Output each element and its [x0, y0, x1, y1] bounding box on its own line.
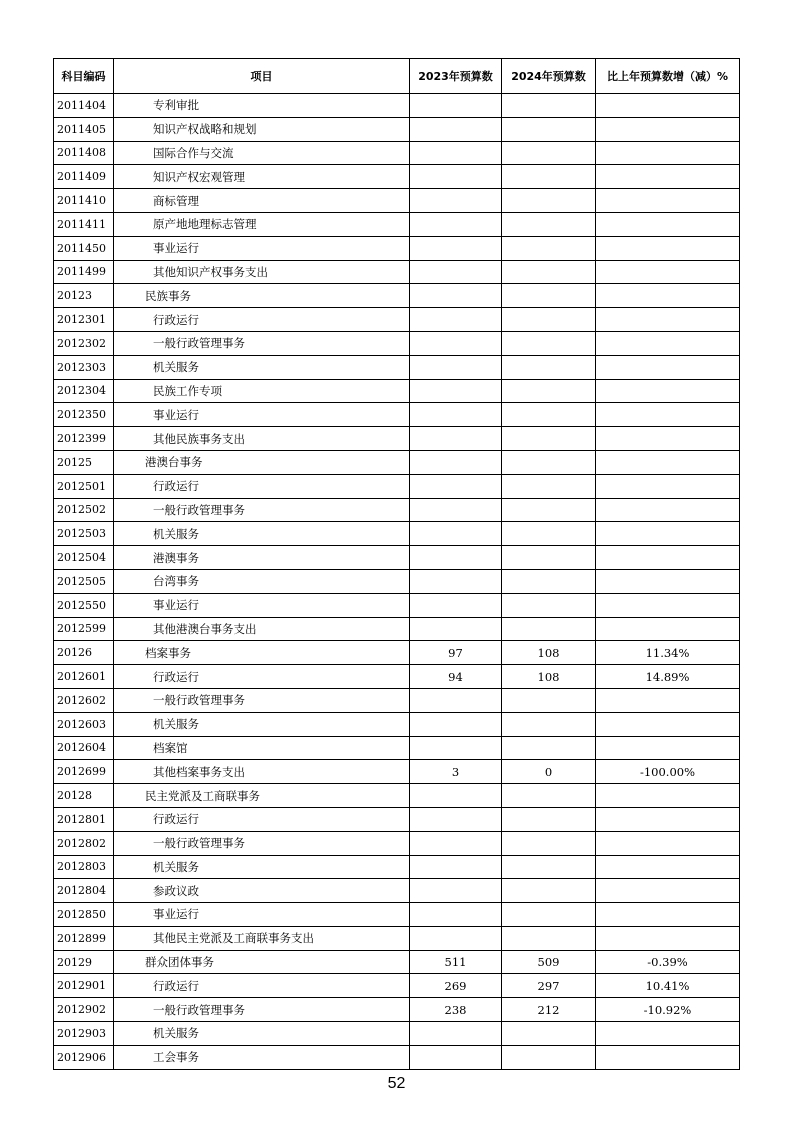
- item-label: 行政运行: [153, 479, 199, 494]
- item-label: 机关服务: [153, 1026, 199, 1041]
- table-row: [54, 879, 740, 903]
- item-cell: [114, 784, 410, 808]
- table-row: [54, 998, 740, 1022]
- budget-2023-cell: [410, 236, 502, 260]
- item-label: 知识产权宏观管理: [153, 169, 245, 184]
- code-cell: 2011450: [54, 236, 114, 260]
- item-cell: [114, 1022, 410, 1046]
- budget-2024-cell: [502, 903, 596, 927]
- item-label: 一般行政管理事务: [153, 836, 245, 851]
- change-percent-cell: [596, 903, 740, 927]
- budget-2024-cell: [502, 831, 596, 855]
- code-cell: 20129: [54, 950, 114, 974]
- change-percent-cell: [596, 117, 740, 141]
- item-cell: [114, 284, 410, 308]
- budget-2023-cell: [410, 117, 502, 141]
- budget-2023-cell: [410, 522, 502, 546]
- code-cell: 2012804: [54, 879, 114, 903]
- table-row: [54, 736, 740, 760]
- table-row: [54, 94, 740, 118]
- budget-2024-cell: [502, 1045, 596, 1069]
- code-cell: 2011499: [54, 260, 114, 284]
- item-label: 一般行政管理事务: [153, 502, 245, 517]
- item-cell: [114, 593, 410, 617]
- table-row: [54, 331, 740, 355]
- change-percent-cell: [596, 141, 740, 165]
- table-row: [54, 1045, 740, 1069]
- change-percent-cell: [596, 498, 740, 522]
- table-row: [54, 308, 740, 332]
- budget-2024-cell: [502, 260, 596, 284]
- change-percent-cell: [596, 712, 740, 736]
- table-row: [54, 284, 740, 308]
- item-cell: [114, 855, 410, 879]
- code-cell: 2012601: [54, 665, 114, 689]
- change-percent-cell: 14.89%: [596, 665, 740, 689]
- budget-2023-cell: [410, 379, 502, 403]
- code-cell: 2012902: [54, 998, 114, 1022]
- budget-2024-cell: [502, 141, 596, 165]
- change-percent-cell: [596, 593, 740, 617]
- code-cell: 2011405: [54, 117, 114, 141]
- change-percent-cell: [596, 308, 740, 332]
- code-cell: 2012802: [54, 831, 114, 855]
- item-cell: [114, 403, 410, 427]
- item-label: 事业运行: [153, 598, 199, 613]
- item-cell: [114, 926, 410, 950]
- table-row: [54, 450, 740, 474]
- item-label: 其他档案事务支出: [153, 764, 245, 779]
- item-label: 国际合作与交流: [153, 145, 234, 160]
- table-row: [54, 974, 740, 998]
- item-label: 港澳台事务: [145, 455, 203, 470]
- table-row: [54, 665, 740, 689]
- item-label: 行政运行: [153, 812, 199, 827]
- budget-2023-cell: [410, 260, 502, 284]
- budget-2024-cell: [502, 855, 596, 879]
- table-row: [54, 950, 740, 974]
- budget-2024-cell: [502, 474, 596, 498]
- item-cell: [114, 712, 410, 736]
- table-body: [54, 94, 740, 1070]
- item-cell: [114, 807, 410, 831]
- budget-2024-cell: [502, 165, 596, 189]
- budget-2024-cell: [502, 427, 596, 451]
- budget-2024-cell: [502, 569, 596, 593]
- table-row: [54, 807, 740, 831]
- item-label: 群众团体事务: [145, 955, 214, 970]
- item-cell: [114, 474, 410, 498]
- code-cell: 2012503: [54, 522, 114, 546]
- item-label: 原产地地理标志管理: [153, 217, 257, 232]
- item-cell: [114, 546, 410, 570]
- change-percent-cell: [596, 331, 740, 355]
- code-cell: 20125: [54, 450, 114, 474]
- budget-2024-cell: [502, 403, 596, 427]
- change-percent-cell: [596, 474, 740, 498]
- table-row: [54, 522, 740, 546]
- budget-2023-cell: [410, 784, 502, 808]
- code-cell: 2012501: [54, 474, 114, 498]
- change-percent-cell: [596, 522, 740, 546]
- budget-2024-cell: [502, 450, 596, 474]
- header-change-percent: 比上年预算数增（减）%: [596, 59, 740, 94]
- budget-2023-cell: [410, 498, 502, 522]
- budget-2024-cell: 509: [502, 950, 596, 974]
- budget-2023-cell: [410, 474, 502, 498]
- change-percent-cell: [596, 94, 740, 118]
- change-percent-cell: -10.92%: [596, 998, 740, 1022]
- code-cell: 2012803: [54, 855, 114, 879]
- change-percent-cell: [596, 807, 740, 831]
- code-cell: 2012903: [54, 1022, 114, 1046]
- item-label: 行政运行: [153, 312, 199, 327]
- item-label: 民主党派及工商联事务: [145, 788, 260, 803]
- code-cell: 2012399: [54, 427, 114, 451]
- item-cell: [114, 831, 410, 855]
- budget-2024-cell: [502, 784, 596, 808]
- change-percent-cell: -100.00%: [596, 760, 740, 784]
- item-label: 机关服务: [153, 859, 199, 874]
- item-label: 机关服务: [153, 526, 199, 541]
- table-row: [54, 165, 740, 189]
- item-label: 台湾事务: [153, 574, 199, 589]
- code-cell: 2011404: [54, 94, 114, 118]
- table-row: [54, 189, 740, 213]
- item-cell: [114, 189, 410, 213]
- budget-table-container: [53, 58, 739, 1070]
- budget-2024-cell: [502, 522, 596, 546]
- budget-2024-cell: 108: [502, 665, 596, 689]
- code-cell: 2012599: [54, 617, 114, 641]
- table-row: [54, 117, 740, 141]
- item-cell: [114, 308, 410, 332]
- code-cell: 2012699: [54, 760, 114, 784]
- table-row: [54, 355, 740, 379]
- budget-2024-cell: 0: [502, 760, 596, 784]
- item-label: 参政议政: [153, 883, 199, 898]
- budget-2024-cell: [502, 926, 596, 950]
- budget-2023-cell: [410, 1045, 502, 1069]
- change-percent-cell: [596, 617, 740, 641]
- change-percent-cell: [596, 688, 740, 712]
- budget-2024-cell: [502, 498, 596, 522]
- item-label: 民族工作专项: [153, 383, 222, 398]
- change-percent-cell: [596, 189, 740, 213]
- item-label: 行政运行: [153, 978, 199, 993]
- table-row: [54, 593, 740, 617]
- change-percent-cell: [596, 855, 740, 879]
- code-cell: 2012603: [54, 712, 114, 736]
- table-row: [54, 141, 740, 165]
- header-2024-budget: 2024年预算数: [502, 59, 596, 94]
- budget-2024-cell: [502, 688, 596, 712]
- table-row: [54, 617, 740, 641]
- change-percent-cell: [596, 546, 740, 570]
- code-cell: 2012901: [54, 974, 114, 998]
- code-cell: 2012850: [54, 903, 114, 927]
- change-percent-cell: [596, 403, 740, 427]
- change-percent-cell: [596, 165, 740, 189]
- budget-2023-cell: [410, 355, 502, 379]
- item-label: 事业运行: [153, 407, 199, 422]
- table-row: [54, 260, 740, 284]
- budget-2024-cell: [502, 212, 596, 236]
- budget-2023-cell: [410, 593, 502, 617]
- budget-2023-cell: [410, 926, 502, 950]
- code-cell: 2011411: [54, 212, 114, 236]
- item-cell: [114, 355, 410, 379]
- change-percent-cell: [596, 831, 740, 855]
- item-label: 行政运行: [153, 669, 199, 684]
- change-percent-cell: 10.41%: [596, 974, 740, 998]
- budget-2023-cell: [410, 141, 502, 165]
- code-cell: 20128: [54, 784, 114, 808]
- table-row: [54, 760, 740, 784]
- budget-2024-cell: [502, 546, 596, 570]
- item-cell: [114, 1045, 410, 1069]
- budget-2024-cell: [502, 1022, 596, 1046]
- budget-2023-cell: 511: [410, 950, 502, 974]
- item-cell: [114, 427, 410, 451]
- item-cell: [114, 141, 410, 165]
- change-percent-cell: [596, 212, 740, 236]
- code-cell: 2011410: [54, 189, 114, 213]
- budget-2023-cell: [410, 331, 502, 355]
- budget-2024-cell: [502, 712, 596, 736]
- change-percent-cell: [596, 736, 740, 760]
- item-cell: [114, 974, 410, 998]
- budget-2024-cell: [502, 593, 596, 617]
- item-label: 一般行政管理事务: [153, 336, 245, 351]
- code-cell: 2011408: [54, 141, 114, 165]
- table-row: [54, 474, 740, 498]
- budget-2023-cell: [410, 546, 502, 570]
- change-percent-cell: [596, 427, 740, 451]
- code-cell: 2012505: [54, 569, 114, 593]
- budget-2023-cell: [410, 1022, 502, 1046]
- item-cell: [114, 165, 410, 189]
- code-cell: 2012350: [54, 403, 114, 427]
- budget-2023-cell: [410, 855, 502, 879]
- budget-2023-cell: [410, 831, 502, 855]
- code-cell: 2012301: [54, 308, 114, 332]
- budget-2024-cell: 108: [502, 641, 596, 665]
- budget-2024-cell: [502, 331, 596, 355]
- change-percent-cell: [596, 355, 740, 379]
- budget-2023-cell: [410, 569, 502, 593]
- item-label: 事业运行: [153, 241, 199, 256]
- code-cell: 2012302: [54, 331, 114, 355]
- budget-2023-cell: [410, 165, 502, 189]
- item-label: 一般行政管理事务: [153, 693, 245, 708]
- item-cell: [114, 450, 410, 474]
- change-percent-cell: [596, 1022, 740, 1046]
- item-cell: [114, 379, 410, 403]
- change-percent-cell: 11.34%: [596, 641, 740, 665]
- budget-2024-cell: 212: [502, 998, 596, 1022]
- item-label: 其他港澳台事务支出: [153, 621, 257, 636]
- item-label: 其他民族事务支出: [153, 431, 245, 446]
- budget-2023-cell: [410, 903, 502, 927]
- budget-2023-cell: 3: [410, 760, 502, 784]
- budget-2024-cell: [502, 284, 596, 308]
- budget-2023-cell: [410, 450, 502, 474]
- table-row: [54, 569, 740, 593]
- budget-2023-cell: [410, 427, 502, 451]
- item-cell: [114, 665, 410, 689]
- code-cell: 2012602: [54, 688, 114, 712]
- budget-2023-cell: [410, 284, 502, 308]
- table-row: [54, 926, 740, 950]
- change-percent-cell: -0.39%: [596, 950, 740, 974]
- budget-2024-cell: [502, 117, 596, 141]
- change-percent-cell: [596, 450, 740, 474]
- item-cell: [114, 641, 410, 665]
- change-percent-cell: [596, 879, 740, 903]
- page-number: 52: [387, 1075, 406, 1092]
- table-header-row: [54, 59, 740, 94]
- table-row: [54, 236, 740, 260]
- table-row: [54, 427, 740, 451]
- item-label: 档案事务: [145, 645, 191, 660]
- table-row: [54, 688, 740, 712]
- item-label: 其他民主党派及工商联事务支出: [153, 931, 314, 946]
- item-cell: [114, 760, 410, 784]
- item-cell: [114, 498, 410, 522]
- change-percent-cell: [596, 236, 740, 260]
- budget-2023-cell: 238: [410, 998, 502, 1022]
- table-row: [54, 379, 740, 403]
- change-percent-cell: [596, 379, 740, 403]
- item-label: 商标管理: [153, 193, 199, 208]
- code-cell: 2011409: [54, 165, 114, 189]
- budget-2023-cell: [410, 736, 502, 760]
- item-cell: [114, 260, 410, 284]
- code-cell: 2012906: [54, 1045, 114, 1069]
- header-item: 项目: [114, 59, 410, 94]
- change-percent-cell: [596, 260, 740, 284]
- budget-2024-cell: [502, 736, 596, 760]
- budget-2024-cell: [502, 308, 596, 332]
- budget-2024-cell: [502, 879, 596, 903]
- table-row: [54, 784, 740, 808]
- item-label: 事业运行: [153, 907, 199, 922]
- budget-2024-cell: [502, 807, 596, 831]
- budget-2023-cell: [410, 617, 502, 641]
- budget-2024-cell: [502, 617, 596, 641]
- budget-2024-cell: [502, 189, 596, 213]
- item-cell: [114, 212, 410, 236]
- code-cell: 20123: [54, 284, 114, 308]
- budget-2024-cell: [502, 236, 596, 260]
- budget-2023-cell: 94: [410, 665, 502, 689]
- change-percent-cell: [596, 784, 740, 808]
- item-cell: [114, 903, 410, 927]
- item-cell: [114, 331, 410, 355]
- code-cell: 2012604: [54, 736, 114, 760]
- item-label: 港澳事务: [153, 550, 199, 565]
- item-cell: [114, 736, 410, 760]
- table-row: [54, 903, 740, 927]
- item-label: 工会事务: [153, 1050, 199, 1065]
- change-percent-cell: [596, 284, 740, 308]
- item-label: 机关服务: [153, 717, 199, 732]
- item-cell: [114, 569, 410, 593]
- item-cell: [114, 236, 410, 260]
- budget-2023-cell: [410, 879, 502, 903]
- change-percent-cell: [596, 569, 740, 593]
- table-row: [54, 498, 740, 522]
- item-cell: [114, 617, 410, 641]
- budget-2023-cell: [410, 189, 502, 213]
- code-cell: 20126: [54, 641, 114, 665]
- budget-2023-cell: [410, 403, 502, 427]
- table-row: [54, 641, 740, 665]
- code-cell: 2012303: [54, 355, 114, 379]
- header-2023-budget: 2023年预算数: [410, 59, 502, 94]
- budget-2024-cell: [502, 94, 596, 118]
- item-label: 民族事务: [145, 288, 191, 303]
- budget-2024-cell: 297: [502, 974, 596, 998]
- item-label: 知识产权战略和规划: [153, 122, 257, 137]
- budget-2023-cell: [410, 807, 502, 831]
- budget-2023-cell: 97: [410, 641, 502, 665]
- budget-2023-cell: [410, 212, 502, 236]
- change-percent-cell: [596, 1045, 740, 1069]
- code-cell: 2012550: [54, 593, 114, 617]
- table-row: [54, 1022, 740, 1046]
- table-row: [54, 403, 740, 427]
- table-row: [54, 546, 740, 570]
- item-cell: [114, 522, 410, 546]
- table-row: [54, 712, 740, 736]
- code-cell: 2012304: [54, 379, 114, 403]
- code-cell: 2012504: [54, 546, 114, 570]
- item-label: 档案馆: [153, 740, 188, 755]
- code-cell: 2012502: [54, 498, 114, 522]
- item-label: 专利审批: [153, 98, 199, 113]
- budget-2023-cell: [410, 308, 502, 332]
- item-label: 其他知识产权事务支出: [153, 264, 268, 279]
- header-code: 科目编码: [54, 59, 114, 94]
- budget-table: [53, 58, 740, 1070]
- item-cell: [114, 879, 410, 903]
- code-cell: 2012801: [54, 807, 114, 831]
- change-percent-cell: [596, 926, 740, 950]
- item-label: 一般行政管理事务: [153, 1002, 245, 1017]
- code-cell: 2012899: [54, 926, 114, 950]
- item-cell: [114, 998, 410, 1022]
- budget-2023-cell: [410, 712, 502, 736]
- item-cell: [114, 950, 410, 974]
- budget-2023-cell: 269: [410, 974, 502, 998]
- budget-2024-cell: [502, 379, 596, 403]
- table-row: [54, 212, 740, 236]
- item-cell: [114, 688, 410, 712]
- budget-2023-cell: [410, 688, 502, 712]
- item-cell: [114, 117, 410, 141]
- table-row: [54, 855, 740, 879]
- table-row: [54, 831, 740, 855]
- budget-2024-cell: [502, 355, 596, 379]
- item-label: 机关服务: [153, 360, 199, 375]
- item-cell: [114, 94, 410, 118]
- budget-2023-cell: [410, 94, 502, 118]
